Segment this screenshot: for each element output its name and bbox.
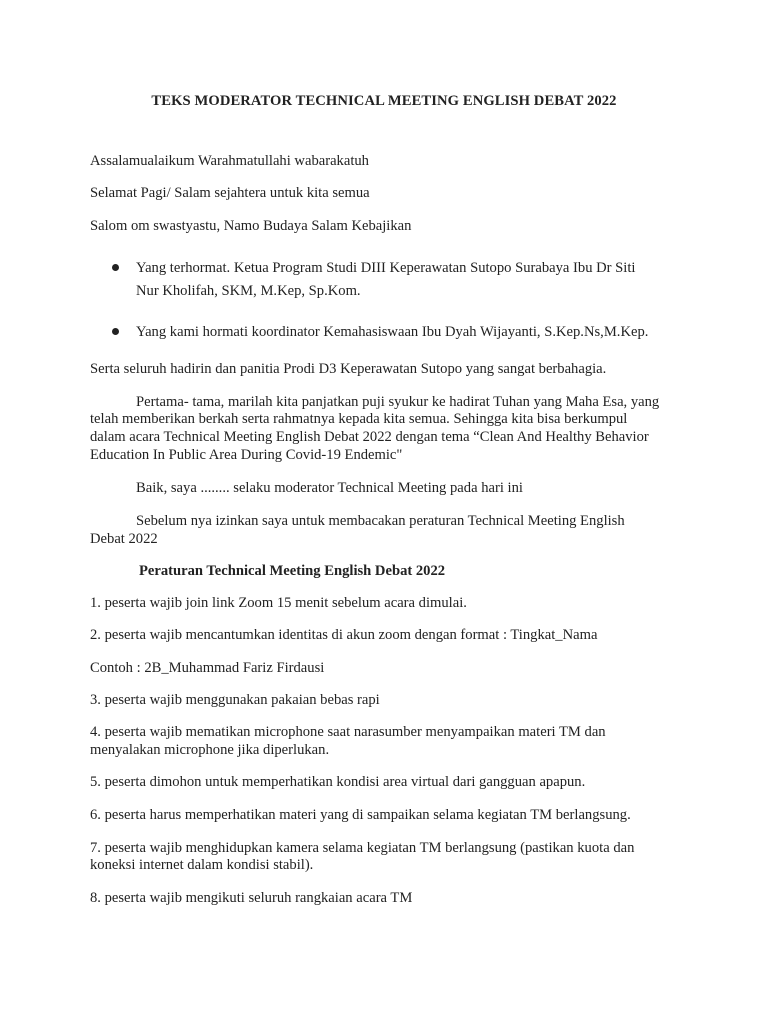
greeting-line: Assalamualaikum Warahmatullahi wabarakatuh — [90, 153, 369, 169]
paragraph-line: telah memberikan berkah serta rahmatnya kepada kita semua. Sehingga kita bisa berkumpul — [90, 411, 628, 427]
intro-line: Baik, saya ........ selaku moderator Technical Meeting pada hari ini — [136, 480, 523, 496]
bullet-item-line: Yang kami hormati koordinator Kemahasiswaan Ibu Dyah Wijayanti, S.Kep.Ns,M.Kep. — [136, 324, 649, 340]
rule-item: 4. peserta wajib mematikan microphone saat narasumber menyampaikan materi TM dan — [90, 724, 606, 740]
paragraph-line: Pertama- tama, marilah kita panjatkan puji syukur ke hadirat Tuhan yang Maha Esa, yang — [136, 394, 660, 410]
rule-item: 1. peserta wajib join link Zoom 15 menit sebelum acara dimulai. — [90, 595, 467, 611]
rule-item: 7. peserta wajib menghidupkan kamera selama kegiatan TM berlangsung (pastikan kuota dan — [90, 840, 635, 856]
bullet-item-line: Nur Kholifah, SKM, M.Kep, Sp.Kom. — [136, 283, 361, 299]
document-title: TEKS MODERATOR TECHNICAL MEETING ENGLISH DEBAT 2022 — [151, 93, 617, 109]
rules-heading: Peraturan Technical Meeting English Debat 2022 — [139, 563, 446, 579]
rule-item: 5. peserta dimohon untuk memperhatikan kondisi area virtual dari gangguan apapun. — [90, 774, 586, 790]
greeting-line: Selamat Pagi/ Salam sejahtera untuk kita semua — [90, 185, 370, 201]
rules-intro-line: Sebelum nya izinkan saya untuk membacakan peraturan Technical Meeting English — [136, 513, 625, 529]
rule-example: Contoh : 2B_Muhammad Fariz Firdausi — [90, 660, 325, 676]
paragraph-line: Education In Public Area During Covid-19 Endemic" — [90, 447, 403, 463]
bullet-item-line: Yang terhormat. Ketua Program Studi DIII Keperawatan Sutopo Surabaya Ibu Dr Siti — [136, 260, 636, 276]
rule-item: koneksi internet dalam kondisi stabil). — [90, 857, 314, 873]
rule-item: 8. peserta wajib mengikuti seluruh rangkaian acara TM — [90, 890, 413, 906]
greeting-line: Salom om swastyastu, Namo Budaya Salam Kebajikan — [90, 218, 412, 234]
audience-line: Serta seluruh hadirin dan panitia Prodi D3 Keperawatan Sutopo yang sangat berbahagia. — [90, 361, 607, 377]
rules-intro-line: Debat 2022 — [90, 531, 158, 547]
bullet-icon — [112, 328, 119, 335]
rule-item: 6. peserta harus memperhatikan materi yang di sampaikan selama kegiatan TM berlangsung. — [90, 807, 631, 823]
rule-item: 3. peserta wajib menggunakan pakaian bebas rapi — [90, 692, 380, 708]
paragraph-line: dalam acara Technical Meeting English Debat 2022 dengan tema “Clean And Healthy Behavior — [90, 429, 649, 445]
rule-item: 2. peserta wajib mencantumkan identitas di akun zoom dengan format : Tingkat_Nama — [90, 627, 598, 643]
bullet-icon — [112, 264, 119, 271]
rule-item: menyalakan microphone jika diperlukan. — [90, 742, 330, 758]
